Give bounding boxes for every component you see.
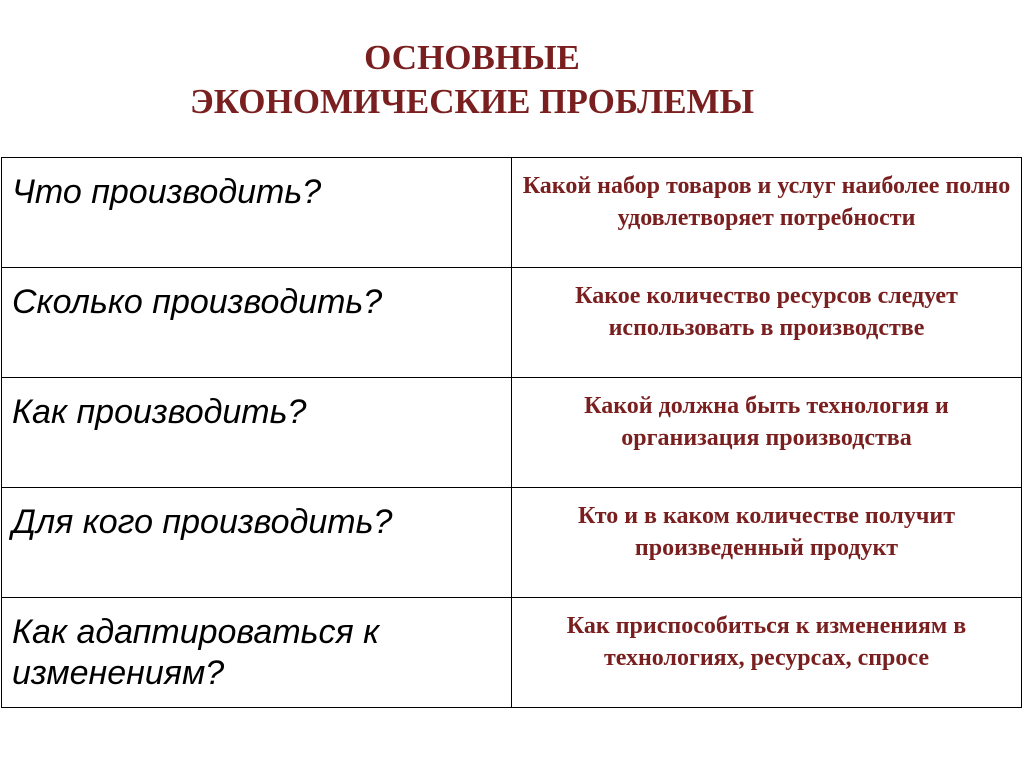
table-row <box>2 488 1022 598</box>
answer-cell: Как приспособиться к изменениям в технологиях, ресурсах, спросе <box>512 598 1022 708</box>
table-row <box>2 158 1022 268</box>
title-line-1: ОСНОВНЫЕ <box>364 38 580 77</box>
answer-cell: Кто и в каком количестве получит произведенный продукт <box>512 488 1022 598</box>
problems-table <box>1 157 1022 708</box>
question-cell: Для кого производить? <box>2 488 512 598</box>
answer-cell: Какой набор товаров и услуг наиболее полно удовлетворяет потребности <box>512 158 1022 268</box>
title-line-2: ЭКОНОМИЧЕСКИЕ ПРОБЛЕМЫ <box>190 82 754 121</box>
table-row <box>2 378 1022 488</box>
page-title <box>0 36 944 124</box>
question-cell: Как производить? <box>2 378 512 488</box>
question-cell: Как адаптироваться к изменениям? <box>2 598 512 708</box>
table-row <box>2 268 1022 378</box>
table-row <box>2 598 1022 708</box>
question-cell: Сколько производить? <box>2 268 512 378</box>
question-cell: Что производить? <box>2 158 512 268</box>
answer-cell: Какое количество ресурсов следует использовать в производстве <box>512 268 1022 378</box>
answer-cell: Какой должна быть технология и организация производства <box>512 378 1022 488</box>
